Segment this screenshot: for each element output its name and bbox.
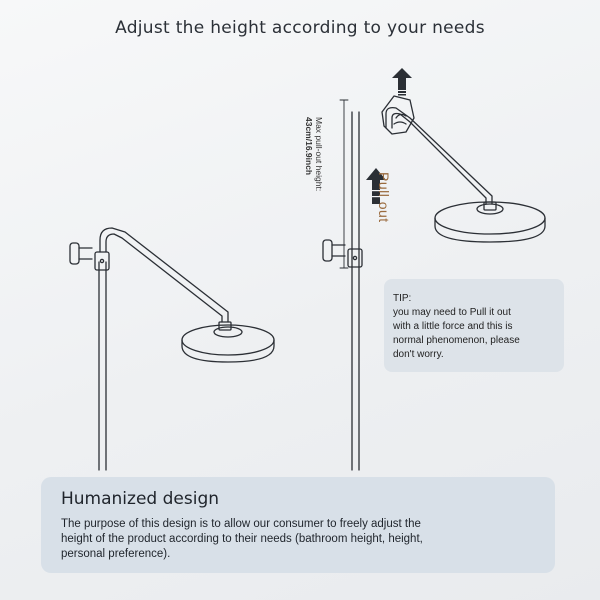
info-body: [61, 517, 535, 562]
up-arrow-top-icon: [392, 68, 412, 96]
max-height-label: [304, 117, 346, 237]
measure-line1: Max pull-out height:: [314, 117, 324, 192]
info-panel: [41, 477, 555, 573]
info-line: The purpose of this design is to allow our consumer to freely adjust the: [61, 518, 421, 530]
tip-box: [384, 279, 564, 372]
page-title: Adjust the height according to your needs: [115, 18, 485, 38]
tip-line: you may need to Pull it out: [393, 307, 511, 318]
info-line: personal preference).: [61, 548, 171, 560]
tip-heading: TIP:: [393, 293, 412, 304]
tip-line: don't worry.: [393, 349, 444, 360]
info-title: Humanized design: [61, 489, 220, 509]
tip-line: with a little force and this is: [393, 321, 513, 332]
pull-out-label: Pull out: [376, 172, 392, 223]
tip-line: normal phenomenon, please: [393, 335, 520, 346]
measure-line2: 43cm/16.9inch: [304, 117, 314, 176]
info-line: height of the product according to their needs (bathroom height, height,: [61, 533, 423, 545]
left-shower-assembly: [70, 228, 274, 470]
